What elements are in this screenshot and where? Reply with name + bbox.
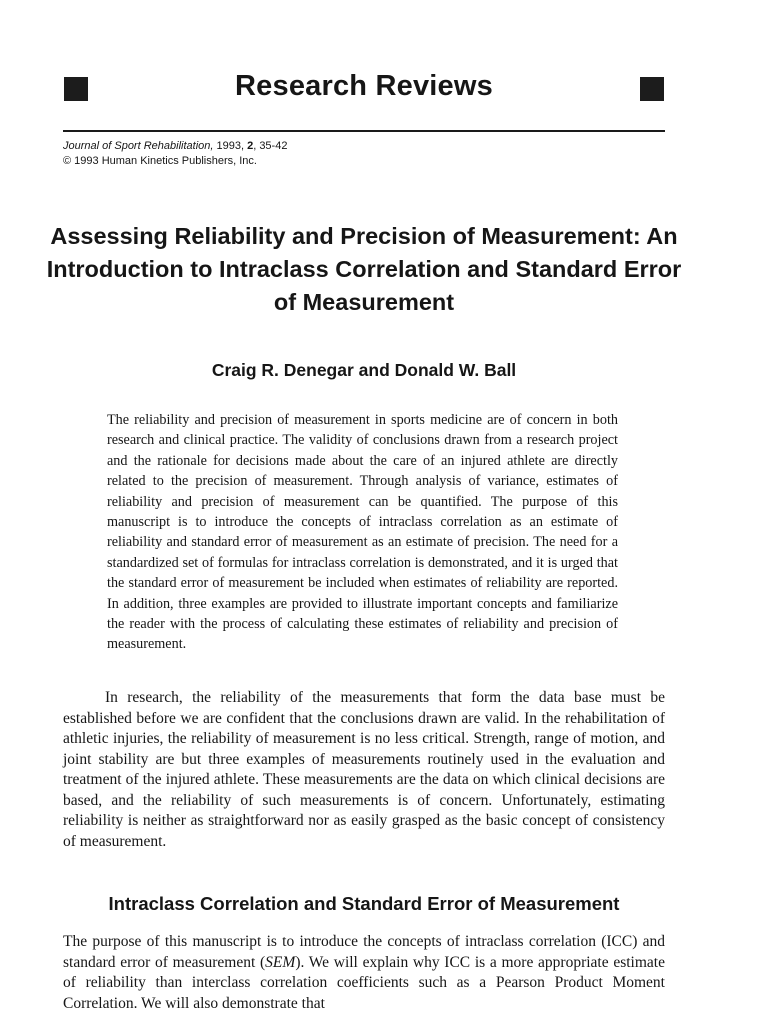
article-title: Assessing Reliability and Precision of Measurement: An Introduction to Intraclass Correlation and Standard Error of Measurement: [46, 223, 682, 315]
section-header: Research Reviews: [235, 70, 493, 102]
body-paragraph: [63, 932, 665, 1014]
citation-volume: 2: [247, 140, 254, 152]
citation-line: [63, 139, 287, 154]
body-text-part-2: ). We will explain why ICC is a more appropriate estimate of reliability than interclass correlation coefficients such as a Pearson Product Moment Correlation. We will also demonstrate that: [63, 953, 665, 1012]
body-text-part-1: The purpose of this manuscript is to introduce the concepts of intraclass correlation (ICC) and standard error of measurement (: [63, 933, 665, 971]
sem-abbrev: SEM: [265, 953, 296, 971]
article-authors: Craig R. Denegar and Donald W. Ball: [211, 360, 517, 380]
journal-name: Journal of Sport Rehabilitation,: [63, 140, 214, 152]
abstract: The reliability and precision of measurement in sports medicine are of concern in both research and clinical practice. The validity of conclusions drawn from a research project and the rationale for decisions made about the care of an injured athlete are directly related to the precision of measurement. Through analysis of variance, estimates of reliability and precision of measurement can be quantified. The purpose of this manuscript is to introduce the concepts of intraclass correlation as an estimate of reliability and standard error of measurement as an estimate of precision. The need for a standardized set of formulas for intraclass correlation is demonstrated, and it is urged that the standard error of measurement be included when estimates of reliability are reported. In addition, three examples are provided to illustrate important concepts and familiarize the reader with the process of calculating these estimates of reliability and precision of measurement.: [107, 412, 618, 653]
section-subheading: Intraclass Correlation and Standard Error of Measurement: [108, 893, 620, 914]
header-rule: [63, 130, 665, 132]
intro-paragraph: In research, the reliability of the measurements that form the data base must be established before we are confident that the conclusions drawn are valid. In the rehabilitation of athletic injuries, the reliability of measurement is no less critical. Strength, range of motion, and joint stability are but three examples of measurements routinely used in the evaluation and treatment of the injured athlete. These measurements are the data on which clinical decisions are based, and the reliability of such measurements is of concern. Unfortunately, estimating reliability is neither as straightforward nor as easily grasped as the basic concept of consistency of measurement.: [63, 689, 665, 850]
copyright-line: © 1993 Human Kinetics Publishers, Inc.: [63, 155, 257, 167]
citation-pages: , 35-42: [253, 140, 288, 152]
citation: [63, 139, 287, 169]
citation-year: 1993,: [213, 140, 248, 152]
